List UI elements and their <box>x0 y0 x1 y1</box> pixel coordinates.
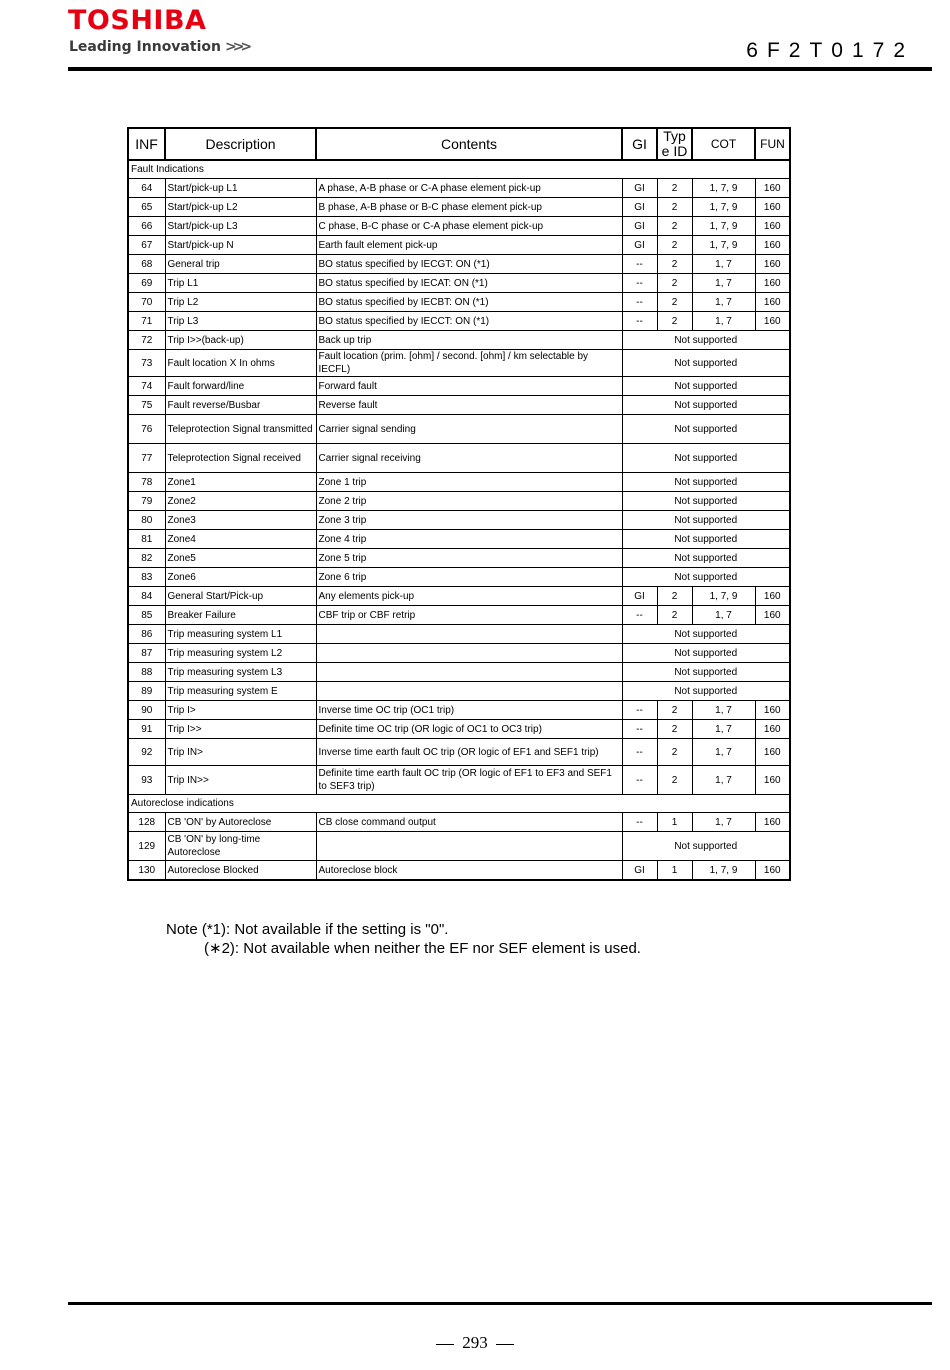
inf-cell: 68 <box>128 255 165 274</box>
cot-cell: 1, 7, 9 <box>692 217 755 236</box>
contents-cell: CBF trip or CBF retrip <box>316 606 622 625</box>
fun-cell: 160 <box>755 587 790 606</box>
inf-cell: 88 <box>128 663 165 682</box>
gi-cell: -- <box>622 720 657 739</box>
table-row <box>128 832 790 861</box>
cot-cell: 1, 7, 9 <box>692 236 755 255</box>
dash-right <box>496 1344 514 1345</box>
type-id-cell: 2 <box>657 217 692 236</box>
type-id-cell: 2 <box>657 587 692 606</box>
contents-cell: Any elements pick-up <box>316 587 622 606</box>
table-row <box>128 312 790 331</box>
tagline-text: Leading Innovation <box>69 39 221 55</box>
contents-cell: Reverse fault <box>316 396 622 415</box>
description-cell: Trip L3 <box>165 312 316 331</box>
description-cell: Zone5 <box>165 549 316 568</box>
contents-cell: Definite time earth fault OC trip (OR logic of EF1 to EF3 and SEF1 to SEF3 trip) <box>316 766 622 795</box>
col-header-description: Description <box>165 128 316 160</box>
description-cell: Zone1 <box>165 473 316 492</box>
col-header-inf: INF <box>128 128 165 160</box>
gi-cell: GI <box>622 179 657 198</box>
cot-cell: 1, 7 <box>692 606 755 625</box>
description-cell: Teleprotection Signal transmitted <box>165 415 316 444</box>
col-header-cot: COT <box>692 128 755 160</box>
inf-cell: 84 <box>128 587 165 606</box>
type-id-line2: e ID <box>661 143 688 159</box>
table-row <box>128 179 790 198</box>
inf-cell: 75 <box>128 396 165 415</box>
not-supported-cell: Not supported <box>622 350 790 377</box>
description-cell: Zone2 <box>165 492 316 511</box>
description-cell: Trip IN>> <box>165 766 316 795</box>
inf-cell: 66 <box>128 217 165 236</box>
inf-cell: 73 <box>128 350 165 377</box>
cot-cell: 1, 7 <box>692 739 755 766</box>
table-row <box>128 644 790 663</box>
col-header-type-id <box>657 128 692 160</box>
contents-cell <box>316 625 622 644</box>
table-row <box>128 473 790 492</box>
gi-cell: -- <box>622 766 657 795</box>
gi-cell: -- <box>622 293 657 312</box>
inf-cell: 77 <box>128 444 165 473</box>
table-row <box>128 331 790 350</box>
inf-cell: 80 <box>128 511 165 530</box>
table-row <box>128 766 790 795</box>
table-row <box>128 217 790 236</box>
inf-cell: 87 <box>128 644 165 663</box>
description-cell: Fault reverse/Busbar <box>165 396 316 415</box>
col-header-contents: Contents <box>316 128 622 160</box>
table-row <box>128 587 790 606</box>
description-cell: Trip IN> <box>165 739 316 766</box>
table-row <box>128 606 790 625</box>
table-row <box>128 396 790 415</box>
contents-cell: BO status specified by IECGT: ON (*1) <box>316 255 622 274</box>
table-row <box>128 198 790 217</box>
table-row <box>128 274 790 293</box>
description-cell: Trip I> <box>165 701 316 720</box>
section-title: Fault Indications <box>128 160 790 179</box>
logo-brand: TOSHIBA <box>68 5 207 36</box>
type-id-cell: 2 <box>657 766 692 795</box>
contents-cell: Carrier signal sending <box>316 415 622 444</box>
fun-cell: 160 <box>755 701 790 720</box>
notes <box>166 920 641 958</box>
inf-cell: 74 <box>128 377 165 396</box>
footer-rule <box>68 1302 932 1305</box>
inf-cell: 64 <box>128 179 165 198</box>
contents-cell <box>316 832 622 861</box>
gi-cell: -- <box>622 312 657 331</box>
description-cell: Teleprotection Signal received <box>165 444 316 473</box>
type-id-cell: 2 <box>657 739 692 766</box>
fun-cell: 160 <box>755 293 790 312</box>
fun-cell: 160 <box>755 255 790 274</box>
gi-cell: -- <box>622 606 657 625</box>
inf-cell: 81 <box>128 530 165 549</box>
table-row <box>128 739 790 766</box>
inf-cell: 89 <box>128 682 165 701</box>
contents-cell: Fault location (prim. [ohm] / second. [ohm] / km selectable by IECFL) <box>316 350 622 377</box>
type-id-cell: 2 <box>657 255 692 274</box>
table-row <box>128 350 790 377</box>
cot-cell: 1, 7 <box>692 766 755 795</box>
gi-cell: -- <box>622 274 657 293</box>
description-cell: General Start/Pick-up <box>165 587 316 606</box>
inf-cell: 129 <box>128 832 165 861</box>
description-cell: Trip measuring system L2 <box>165 644 316 663</box>
cot-cell: 1, 7, 9 <box>692 587 755 606</box>
inf-cell: 78 <box>128 473 165 492</box>
table-row <box>128 682 790 701</box>
contents-cell: Zone 4 trip <box>316 530 622 549</box>
gi-cell: -- <box>622 255 657 274</box>
fun-cell: 160 <box>755 179 790 198</box>
type-id-cell: 2 <box>657 701 692 720</box>
fun-cell: 160 <box>755 861 790 881</box>
not-supported-cell: Not supported <box>622 396 790 415</box>
section-row <box>128 160 790 179</box>
contents-cell: Definite time OC trip (OR logic of OC1 to OC3 trip) <box>316 720 622 739</box>
type-id-cell: 2 <box>657 198 692 217</box>
table-row <box>128 492 790 511</box>
fun-cell: 160 <box>755 274 790 293</box>
inf-cell: 93 <box>128 766 165 795</box>
table-row <box>128 625 790 644</box>
not-supported-cell: Not supported <box>622 415 790 444</box>
contents-cell: C phase, B-C phase or C-A phase element pick-up <box>316 217 622 236</box>
note-2: (∗2): Not available when neither the EF nor SEF element is used. <box>204 940 641 957</box>
description-cell: Start/pick-up L2 <box>165 198 316 217</box>
contents-cell: A phase, A-B phase or C-A phase element pick-up <box>316 179 622 198</box>
description-cell: Trip measuring system L1 <box>165 625 316 644</box>
not-supported-cell: Not supported <box>622 444 790 473</box>
description-cell: Fault location X In ohms <box>165 350 316 377</box>
description-cell: Trip I>> <box>165 720 316 739</box>
inf-cell: 65 <box>128 198 165 217</box>
cot-cell: 1, 7, 9 <box>692 861 755 881</box>
description-cell: CB 'ON' by long-time Autoreclose <box>165 832 316 861</box>
not-supported-cell: Not supported <box>622 832 790 861</box>
inf-cell: 128 <box>128 813 165 832</box>
not-supported-cell: Not supported <box>622 549 790 568</box>
type-id-cell: 2 <box>657 293 692 312</box>
description-cell: Zone4 <box>165 530 316 549</box>
description-cell: Start/pick-up L3 <box>165 217 316 236</box>
contents-cell: Forward fault <box>316 377 622 396</box>
contents-cell: Inverse time OC trip (OC1 trip) <box>316 701 622 720</box>
table-row <box>128 377 790 396</box>
contents-cell <box>316 663 622 682</box>
inf-cell: 67 <box>128 236 165 255</box>
description-cell: Autoreclose Blocked <box>165 861 316 881</box>
table-row <box>128 813 790 832</box>
description-cell: Trip measuring system E <box>165 682 316 701</box>
description-cell: Trip I>>(back-up) <box>165 331 316 350</box>
contents-cell: B phase, A-B phase or B-C phase element pick-up <box>316 198 622 217</box>
chevron-right-icon: >>> <box>224 39 249 55</box>
page-number <box>0 1332 950 1354</box>
description-cell: CB 'ON' by Autoreclose <box>165 813 316 832</box>
table-header-row <box>128 128 790 160</box>
description-cell: Fault forward/line <box>165 377 316 396</box>
contents-cell: BO status specified by IECBT: ON (*1) <box>316 293 622 312</box>
contents-cell <box>316 682 622 701</box>
fun-cell: 160 <box>755 739 790 766</box>
not-supported-cell: Not supported <box>622 492 790 511</box>
inf-cell: 86 <box>128 625 165 644</box>
cot-cell: 1, 7 <box>692 293 755 312</box>
table-row <box>128 530 790 549</box>
table-row <box>128 720 790 739</box>
table-row <box>128 255 790 274</box>
col-header-gi: GI <box>622 128 657 160</box>
not-supported-cell: Not supported <box>622 663 790 682</box>
inf-cell: 130 <box>128 861 165 881</box>
type-id-cell: 2 <box>657 312 692 331</box>
header-rule <box>68 67 932 71</box>
table-row <box>128 701 790 720</box>
inf-cell: 85 <box>128 606 165 625</box>
section-title: Autoreclose indications <box>128 795 790 813</box>
cot-cell: 1, 7 <box>692 813 755 832</box>
contents-cell: Earth fault element pick-up <box>316 236 622 255</box>
fun-cell: 160 <box>755 217 790 236</box>
fun-cell: 160 <box>755 312 790 331</box>
contents-cell: Back up trip <box>316 331 622 350</box>
not-supported-cell: Not supported <box>622 682 790 701</box>
cot-cell: 1, 7 <box>692 274 755 293</box>
gi-cell: GI <box>622 236 657 255</box>
col-header-fun: FUN <box>755 128 790 160</box>
inf-cell: 90 <box>128 701 165 720</box>
fun-cell: 160 <box>755 720 790 739</box>
description-cell: Start/pick-up N <box>165 236 316 255</box>
logo-tagline <box>69 37 248 57</box>
description-cell: Breaker Failure <box>165 606 316 625</box>
contents-cell: Zone 3 trip <box>316 511 622 530</box>
description-cell: Zone6 <box>165 568 316 587</box>
table-row <box>128 444 790 473</box>
not-supported-cell: Not supported <box>622 511 790 530</box>
dash-left <box>436 1344 454 1345</box>
contents-cell: BO status specified by IECCT: ON (*1) <box>316 312 622 331</box>
not-supported-cell: Not supported <box>622 377 790 396</box>
information-table <box>127 127 791 881</box>
table-row <box>128 293 790 312</box>
contents-cell <box>316 644 622 663</box>
contents-cell: Zone 6 trip <box>316 568 622 587</box>
not-supported-cell: Not supported <box>622 473 790 492</box>
table-row <box>128 415 790 444</box>
cot-cell: 1, 7 <box>692 720 755 739</box>
gi-cell: GI <box>622 198 657 217</box>
type-id-cell: 2 <box>657 274 692 293</box>
description-cell: Trip L2 <box>165 293 316 312</box>
inf-cell: 70 <box>128 293 165 312</box>
gi-cell: -- <box>622 701 657 720</box>
table-row <box>128 861 790 881</box>
table-row <box>128 236 790 255</box>
type-id-cell: 2 <box>657 179 692 198</box>
inf-cell: 91 <box>128 720 165 739</box>
fun-cell: 160 <box>755 766 790 795</box>
description-cell: General trip <box>165 255 316 274</box>
gi-cell: -- <box>622 813 657 832</box>
type-id-cell: 1 <box>657 813 692 832</box>
document-number: 6F2T0172 <box>746 39 914 62</box>
not-supported-cell: Not supported <box>622 530 790 549</box>
cot-cell: 1, 7, 9 <box>692 198 755 217</box>
fun-cell: 160 <box>755 198 790 217</box>
contents-cell: Carrier signal receiving <box>316 444 622 473</box>
cot-cell: 1, 7, 9 <box>692 179 755 198</box>
description-cell: Trip measuring system L3 <box>165 663 316 682</box>
inf-cell: 82 <box>128 549 165 568</box>
contents-cell: Autoreclose block <box>316 861 622 881</box>
contents-cell: Zone 2 trip <box>316 492 622 511</box>
table-row <box>128 663 790 682</box>
inf-cell: 79 <box>128 492 165 511</box>
inf-cell: 92 <box>128 739 165 766</box>
type-id-cell: 2 <box>657 606 692 625</box>
not-supported-cell: Not supported <box>622 331 790 350</box>
description-cell: Trip L1 <box>165 274 316 293</box>
type-id-cell: 2 <box>657 720 692 739</box>
contents-cell: CB close command output <box>316 813 622 832</box>
page-number-text: 293 <box>462 1333 488 1352</box>
inf-cell: 69 <box>128 274 165 293</box>
not-supported-cell: Not supported <box>622 568 790 587</box>
description-cell: Start/pick-up L1 <box>165 179 316 198</box>
table-row <box>128 568 790 587</box>
gi-cell: -- <box>622 739 657 766</box>
table-row <box>128 549 790 568</box>
type-id-line1: Typ <box>663 128 686 144</box>
fun-cell: 160 <box>755 813 790 832</box>
contents-cell: Inverse time earth fault OC trip (OR logic of EF1 and SEF1 trip) <box>316 739 622 766</box>
cot-cell: 1, 7 <box>692 701 755 720</box>
fun-cell: 160 <box>755 236 790 255</box>
contents-cell: Zone 5 trip <box>316 549 622 568</box>
gi-cell: GI <box>622 217 657 236</box>
type-id-cell: 1 <box>657 861 692 881</box>
cot-cell: 1, 7 <box>692 255 755 274</box>
contents-cell: BO status specified by IECAT: ON (*1) <box>316 274 622 293</box>
inf-cell: 72 <box>128 331 165 350</box>
type-id-cell: 2 <box>657 236 692 255</box>
fun-cell: 160 <box>755 606 790 625</box>
note-1: Note (*1): Not available if the setting is "0". <box>166 921 449 938</box>
not-supported-cell: Not supported <box>622 644 790 663</box>
section-row <box>128 795 790 813</box>
inf-cell: 71 <box>128 312 165 331</box>
not-supported-cell: Not supported <box>622 625 790 644</box>
gi-cell: GI <box>622 587 657 606</box>
table-row <box>128 511 790 530</box>
cot-cell: 1, 7 <box>692 312 755 331</box>
inf-cell: 76 <box>128 415 165 444</box>
gi-cell: GI <box>622 861 657 881</box>
description-cell: Zone3 <box>165 511 316 530</box>
contents-cell: Zone 1 trip <box>316 473 622 492</box>
inf-cell: 83 <box>128 568 165 587</box>
